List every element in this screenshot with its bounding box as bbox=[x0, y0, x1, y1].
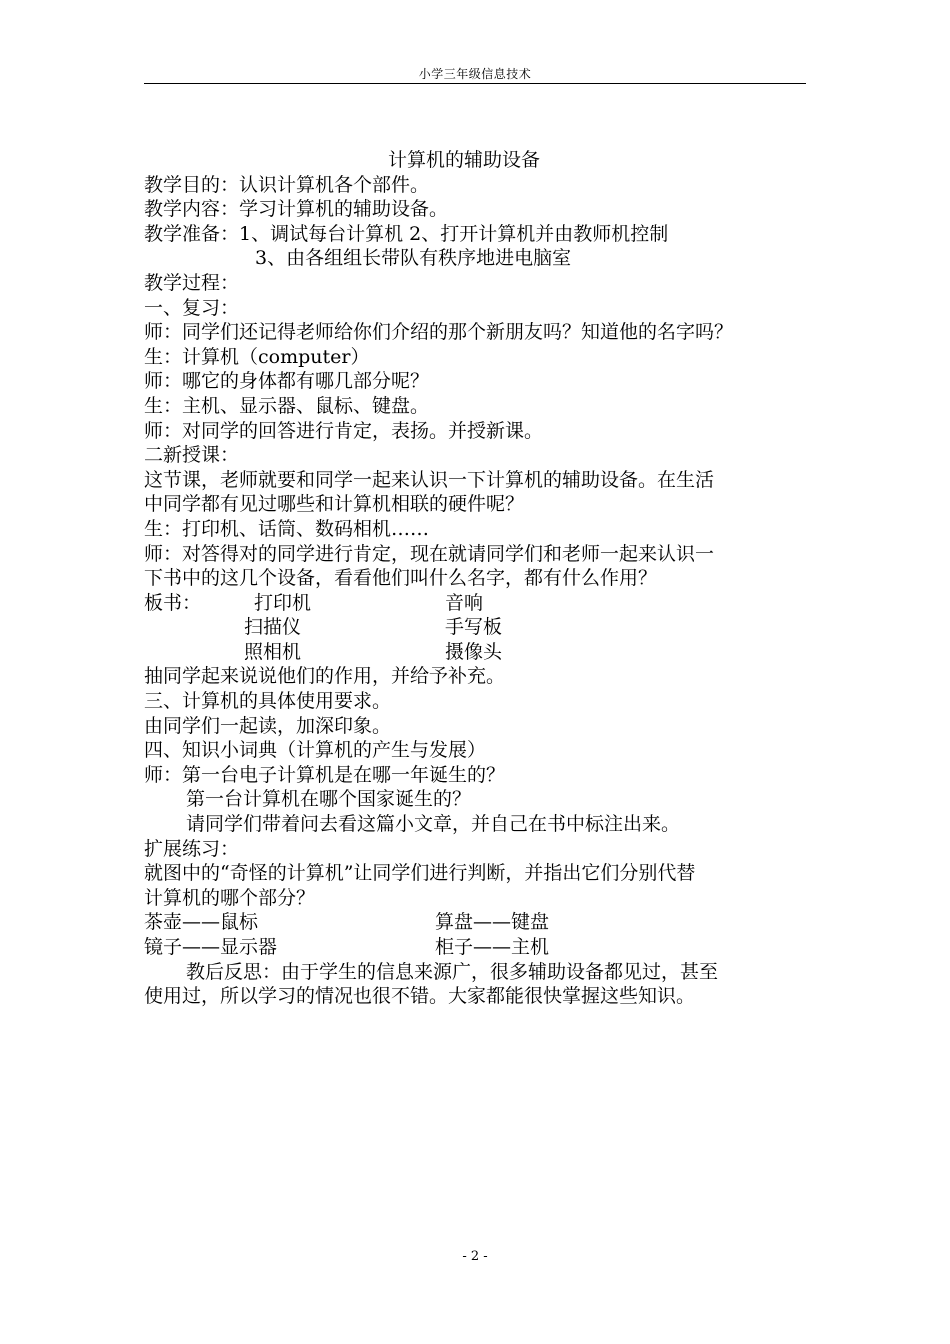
paragraph: 师：同学们还记得老师给你们介绍的那个新朋友吗？知道他的名字吗？ bbox=[144, 321, 734, 344]
board-item: 摄像头 bbox=[445, 640, 503, 663]
board-row bbox=[144, 615, 844, 640]
board-row bbox=[144, 591, 844, 616]
extension-heading: 扩展练习： bbox=[144, 837, 240, 860]
new-lesson-heading: 二新授课： bbox=[144, 444, 240, 467]
paragraph: 师：哪它的身体都有哪几部分呢？ bbox=[144, 370, 430, 393]
reflection-cont: 使用过，所以学习的情况也很不错。大家都能很快掌握这些知识。 bbox=[144, 985, 696, 1008]
paragraph: 这节课，老师就要和同学一起来认识一下计算机的辅助设备。在生活 bbox=[144, 468, 715, 491]
paragraph: 下书中的这几个设备，看看他们叫什么名字，都有什么作用？ bbox=[144, 567, 658, 590]
reflection: 教后反思：由于学生的信息来源广，很多辅助设备都见过，甚至 bbox=[186, 960, 719, 983]
teaching-content: 教学内容：学习计算机的辅助设备。 bbox=[144, 198, 449, 221]
board-item: 手写板 bbox=[445, 616, 503, 639]
pair-row bbox=[144, 910, 844, 935]
teaching-goal: 教学目的：认识计算机各个部件。 bbox=[144, 173, 430, 196]
process-heading: 教学过程： bbox=[144, 271, 240, 294]
paragraph: 生：主机、显示器、鼠标、键盘。 bbox=[144, 394, 430, 417]
board-row bbox=[144, 640, 844, 665]
paragraph: 师：对同学的回答进行肯定，表扬。并授新课。 bbox=[144, 419, 544, 442]
paragraph: 第一台计算机在哪个国家诞生的？ bbox=[186, 788, 472, 811]
usage-heading: 三、计算机的具体使用要求。 bbox=[144, 690, 392, 713]
board-item: 打印机 bbox=[254, 591, 312, 614]
pair-item: 柜子——主机 bbox=[435, 936, 550, 958]
board-label: 板书： bbox=[144, 591, 202, 614]
paragraph: 抽同学起来说说他们的作用，并给予补充。 bbox=[144, 665, 506, 688]
teaching-prep: 教学准备：1、调试每台计算机 2、打开计算机并由教师机控制 bbox=[144, 222, 669, 245]
document-body bbox=[144, 148, 844, 1009]
header-rule bbox=[144, 83, 806, 84]
pair-item: 镜子——显示器 bbox=[144, 936, 278, 958]
paragraph: 计算机的哪个部分？ bbox=[144, 886, 316, 909]
paragraph: 就图中的“奇怪的计算机”让同学们进行判断，并指出它们分别代替 bbox=[144, 862, 696, 885]
paragraph: 生：计算机（computer） bbox=[144, 345, 370, 368]
page-header: 小学三年级信息技术 bbox=[418, 67, 532, 81]
paragraph: 请同学们带着问去看这篇小文章，并自己在书中标注出来。 bbox=[186, 813, 681, 836]
board-item: 音响 bbox=[445, 591, 484, 614]
paragraph: 师：对答得对的同学进行肯定，现在就请同学们和老师一起来认识一 bbox=[144, 542, 715, 565]
pair-item: 算盘——键盘 bbox=[435, 911, 550, 934]
page-number: - 2 - bbox=[462, 1249, 488, 1264]
paragraph: 生：打印机、话筒、数码相机…… bbox=[144, 517, 430, 540]
pair-item: 茶壶——鼠标 bbox=[144, 911, 259, 934]
paragraph: 由同学们一起读，加深印象。 bbox=[144, 714, 392, 737]
teaching-prep-cont: 3、由各组组长带队有秩序地进电脑室 bbox=[255, 247, 572, 270]
dictionary-heading: 四、知识小词典（计算机的产生与发展） bbox=[144, 739, 487, 762]
review-heading: 一、复习： bbox=[144, 296, 240, 319]
doc-title: 计算机的辅助设备 bbox=[387, 149, 540, 171]
board-item: 照相机 bbox=[244, 640, 302, 663]
paragraph: 中同学都有见过哪些和计算机相联的硬件呢？ bbox=[144, 493, 525, 516]
pair-row bbox=[144, 935, 844, 960]
paragraph: 师：第一台电子计算机是在哪一年诞生的？ bbox=[144, 763, 506, 786]
board-item: 扫描仪 bbox=[244, 616, 302, 639]
